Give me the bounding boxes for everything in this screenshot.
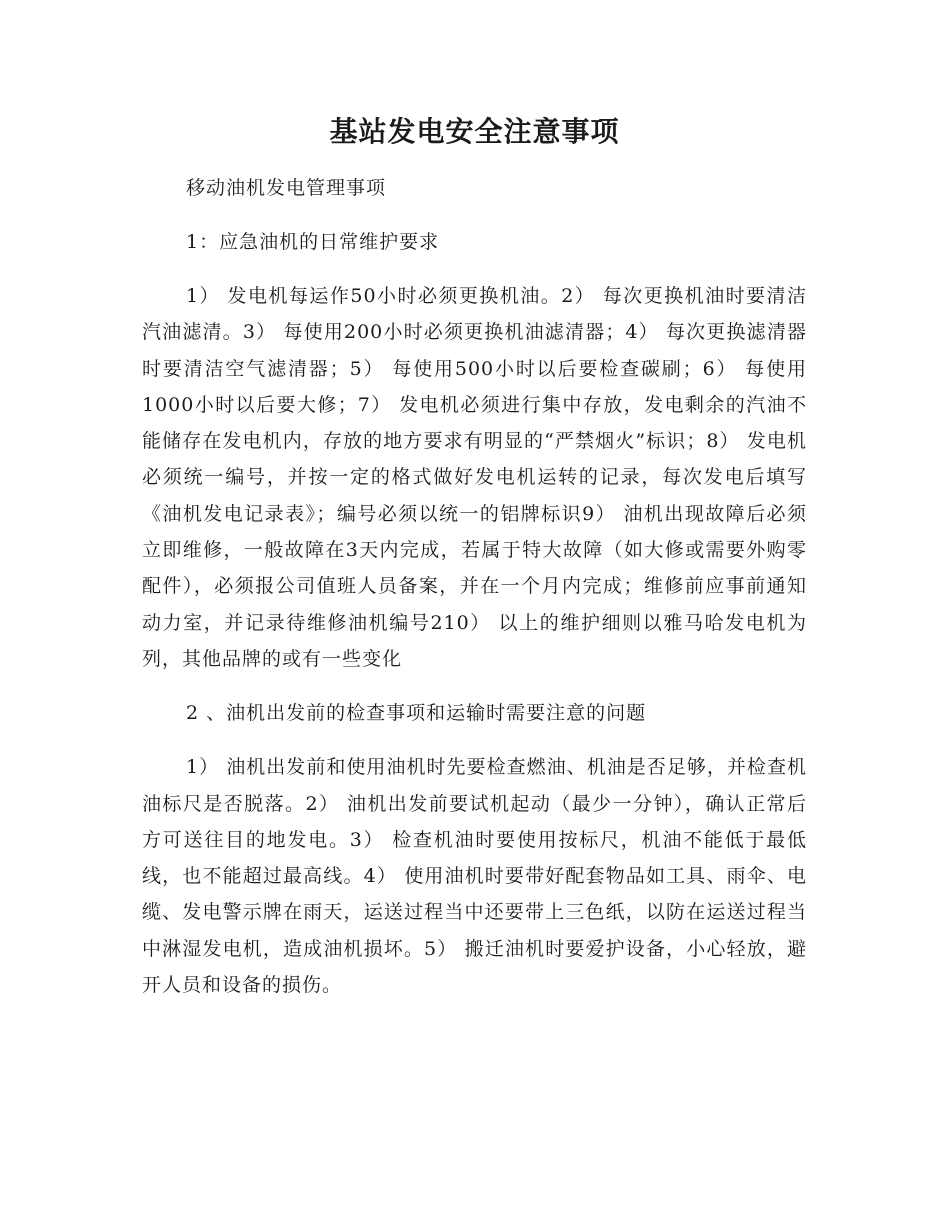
section-1-body: 1） 发电机每运作50小时必须更换机油。2） 每次更换机油时要清洁汽油滤清。3） 每使用200小时必须更换机油滤清器；4） 每次更换滤清器时要清洁空气滤清器；5） 每使用500小时以后要检查碳刷；6） 每使用1000小时以后要大修；7） 发电机必须进行集中存放，发电剩余的汽油不能储存在发电机内，存放的地方要求有明显的“严禁烟火”标识；8） 发电机必须统一编号，并按一定的格式做好发电机运转的记录，每次发电后填写《油机发电记录表》；编号必须以统一的铝牌标识9） 油机出现故障后必须立即维修，一般故障在3天内完成，若属于特大故障（如大修或需要外购零配件），必须报公司值班人员备案，并在一个月内完成；维修前应事前通知动力室，并记录待维修油机编号210） 以上的维护细则以雅马哈发电机为列，其他品牌的或有一些变化 [142, 285, 807, 670]
document-title: 基站发电安全注意事项 [329, 115, 620, 148]
document-subtitle: 移动油机发电管理事项 [186, 177, 387, 199]
document-page [142, 112, 807, 1021]
section-2-body: 1） 油机出发前和使用油机时先要检查燃油、机油是否足够，并检查机油标尺是否脱落。2） 油机出发前要试机起动（最少一分钟），确认正常后方可送往目的地发电。3） 检查机油时要使用按标尺，机油不能低于最低线，也不能超过最高线。4） 使用油机时要带好配套物品如工具、雨伞、电缆、发电警示牌在雨天，运送过程当中还要带上三色纸，以防在运送过程当中淋湿发电机，造成油机损坏。5） 搬迁油机时要爱护设备，小心轻放，避开人员和设备的损伤。 [142, 756, 807, 997]
section-2-heading: 2 、油机出发前的检查事项和运输时需要注意的问题 [186, 702, 647, 725]
section-1-heading: 1：应急油机的日常维护要求 [186, 231, 440, 253]
